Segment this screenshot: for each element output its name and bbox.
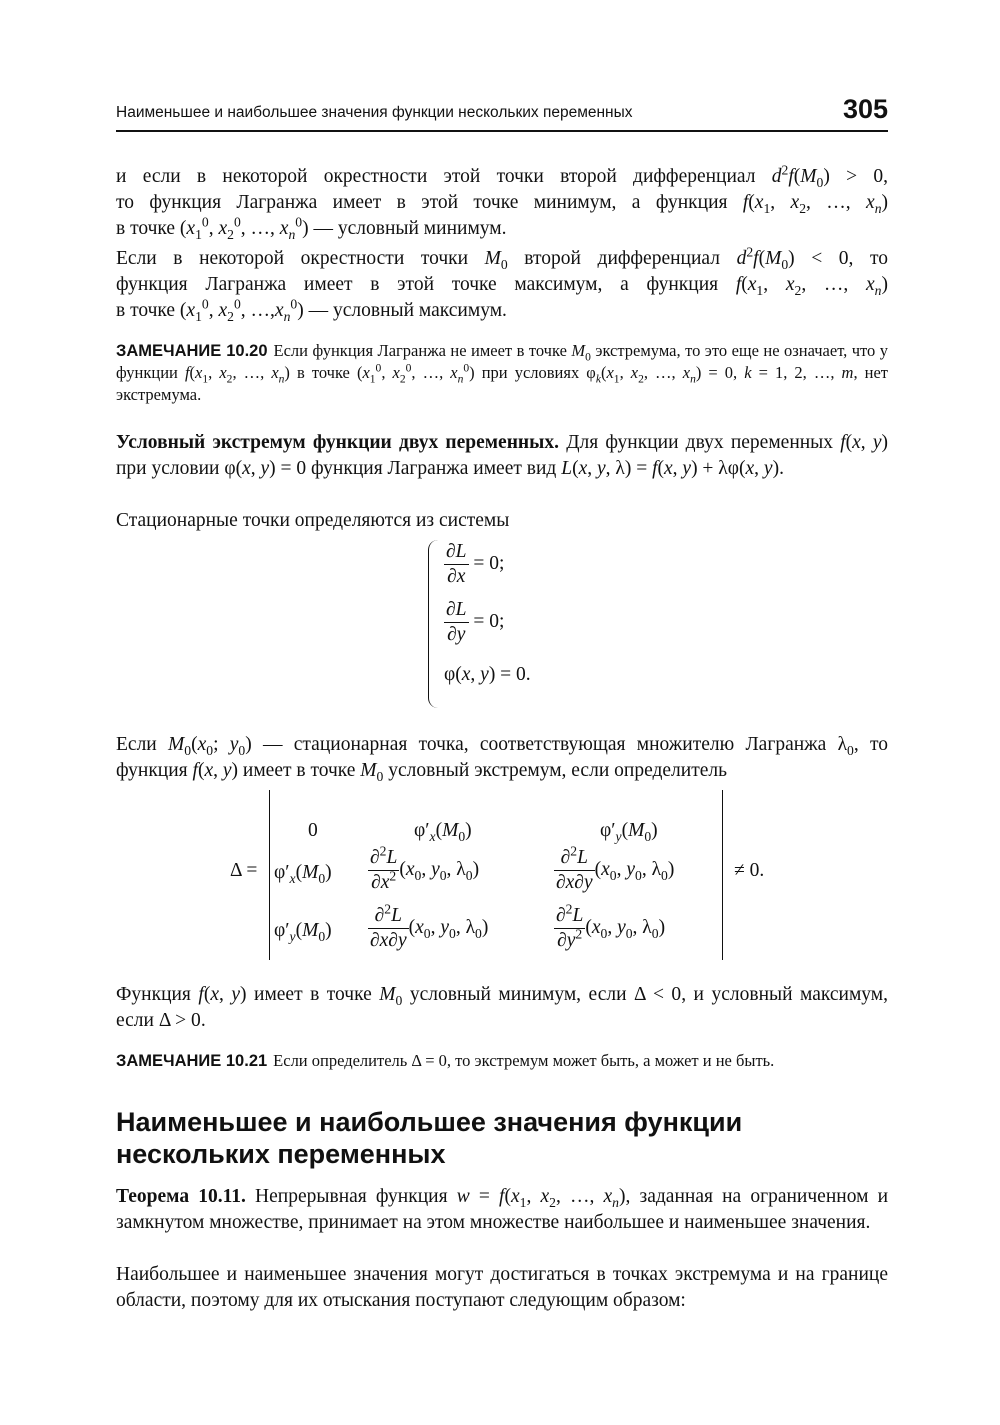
remark-10-21: ЗАМЕЧАНИЕ 10.21 Если определитель Δ = 0, то экстремум может быть, а может и не быть.	[116, 1051, 775, 1070]
page-number: 305	[842, 94, 888, 124]
section-heading: Наименьшее и наибольшее значения функции нескольких переменных	[116, 1107, 743, 1169]
bold-lead: Условный экстремум функции двух переменных.	[116, 432, 560, 453]
paragraph-two-variables: Условный экстремум функции двух переменных. Для функции двух переменных f(x, y) при условии φ(x, y) = 0 функция Лагранжа имеет вид L(x, y, λ) = f(x, y) + λφ(x, y).	[116, 432, 889, 479]
remark-label: ЗАМЕЧАНИЕ 10.20	[116, 342, 268, 360]
equation-constraint: φ(x, y) = 0.	[444, 664, 531, 685]
paragraph-maximum: Если в некоторой окрестности точки $M_0$ второй дифференциал $d^2f(M_0) < 0$, то функция Лагранжа имеет в этой точке максимум, а функция $f(x_1$, $x_2$, …, $x_n$) в точке ($x_1^0$, $x_2^0$, $\dots,x_n^0$) — условный максимум.	[116, 244, 889, 324]
brace	[428, 540, 443, 708]
equation-dl-dy: $\frac{\partial L}{\partial y}$ = 0;	[446, 599, 505, 645]
remark-10-20: ЗАМЕЧАНИЕ 10.20 Если функция Лагранжа не имеет в точке $M_0$ экстремума, то это еще не означает, что у функции $f(x_1$, $x_2$, …, $x_n$) в точке ($x_1^0$, $x_2^0$, …, $x_n^0$) при условиях $\varphi_k(x_1$, $x_2$, …, $x_n) = 0$, k = 1, 2, …, m, нет экстремума.	[116, 341, 889, 404]
paragraph-conditions: Функция f(x, y) имеет в точке $M_0$ условный минимум, если Δ < 0, и условный максимум, если Δ > 0.	[116, 984, 889, 1031]
paragraph-stationary: Стационарные точки определяются из системы	[116, 510, 510, 531]
remark-label: ЗАМЕЧАНИЕ 10.21	[116, 1052, 268, 1070]
paragraph-minimum: и если в некоторой окрестности этой точки второй дифференциал $d^2f(M_0) > 0$, то функция Лагранжа имеет в этой точке минимум, а функция $f(x_1$, $x_2$, …, $x_n$) в точке ($x_1^0$, $x_2^0$, …, $x_n^0$) — условный минимум.	[116, 162, 889, 242]
determinant: Δ = ≠ 0. 0 $\varphi'_x(M_0)$ $\varphi'_y(M_0)$ $\varphi'_x(M_0)$ $\frac{\partial^2L}{\partial x^2}$ ($x_0$, $y_0$, $\lambda_0$) $\frac{\partial^2L}{\partial x\partial y}$ ($x_0$, $y_0$, $\lambda_0$) $\varphi'_y(M_0)$ $\frac{\partial^2L}{\partial x\partial y}$ ($x_0$, $y_0$, $\lambda_0$) $\frac{\partial^2L}{\partial y^2}$ ($x_0$, $y_0$, $\lambda_0$)	[116, 790, 888, 960]
equation-dl-dx: $\frac{\partial L}{\partial x}$ = 0;	[446, 541, 505, 587]
equation-system	[428, 540, 628, 710]
theorem-10-11: Теорема 10.11. Непрерывная функция $w = f(x_1$, $x_2$, …, $x_n$), заданная на ограниченном и замкнутом множестве, принимает на этом множестве наибольшее и наименьшее значения.	[116, 1186, 889, 1233]
paragraph-method: Наибольшее и наименьшее значения могут достигаться в точках экстремума и на границе области, поэтому для их отыскания поступают следующим образом:	[116, 1264, 888, 1311]
theorem-label: Теорема 10.11.	[116, 1186, 246, 1207]
running-title: Наименьшее и наибольшее значения функции нескольких переменных	[116, 104, 633, 121]
running-header	[116, 96, 888, 132]
paragraph-determinant-intro: Если $M_0(x_0$; $y_0$) — стационарная точка, соответствующая множителю Лагранжа $\lambda_0$, то функция f(x, y) имеет в точке $M_0$ условный экстремум, если определитель	[116, 734, 889, 784]
